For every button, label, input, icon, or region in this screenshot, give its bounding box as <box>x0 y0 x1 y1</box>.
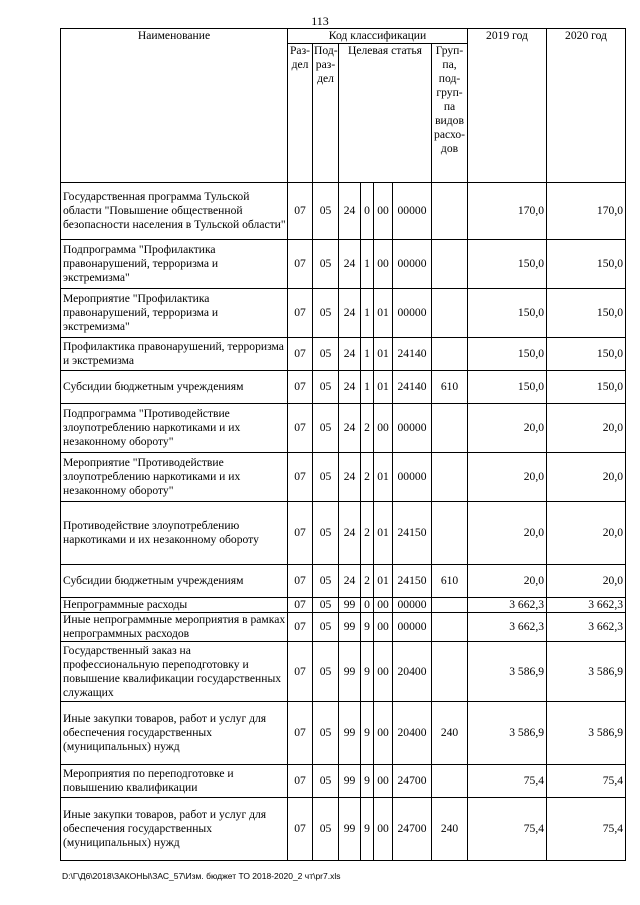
cell-subsection: 05 <box>313 453 339 502</box>
cell-name: Подпрограмма "Профилактика правонарушений, терроризма и экстремизма" <box>61 240 288 289</box>
cell-expense-group <box>432 502 468 565</box>
cell-section: 07 <box>288 642 313 702</box>
cell-target-subprogram: 1 <box>361 240 374 289</box>
cell-section: 07 <box>288 289 313 338</box>
cell-2020: 75,4 <box>547 798 626 861</box>
cell-section: 07 <box>288 502 313 565</box>
cell-name: Иные закупки товаров, работ и услуг для обеспечения государственных (муниципальных) нужд <box>61 702 288 765</box>
table-row <box>61 183 626 240</box>
table-row <box>61 642 626 702</box>
cell-section: 07 <box>288 371 313 404</box>
table-row <box>61 404 626 453</box>
cell-target-program: 99 <box>339 613 361 642</box>
cell-section: 07 <box>288 702 313 765</box>
cell-expense-group: 610 <box>432 371 468 404</box>
cell-subsection: 05 <box>313 289 339 338</box>
table-row <box>61 765 626 798</box>
cell-subsection: 05 <box>313 338 339 371</box>
cell-expense-group: 240 <box>432 798 468 861</box>
cell-target-direction: 24140 <box>393 371 432 404</box>
cell-expense-group <box>432 338 468 371</box>
cell-2019: 150,0 <box>468 289 547 338</box>
cell-target-subprogram: 2 <box>361 565 374 598</box>
cell-target-subprogram: 1 <box>361 338 374 371</box>
header-section: Раз- дел <box>288 44 313 183</box>
cell-target-program: 99 <box>339 798 361 861</box>
cell-subsection: 05 <box>313 798 339 861</box>
cell-target-program: 99 <box>339 598 361 613</box>
cell-name: Профилактика правонарушений, терроризма и экстремизма <box>61 338 288 371</box>
cell-2019: 75,4 <box>468 765 547 798</box>
cell-target-program: 24 <box>339 565 361 598</box>
cell-target-event: 01 <box>374 371 393 404</box>
cell-section: 07 <box>288 765 313 798</box>
header-name: Наименование <box>61 29 288 183</box>
cell-target-program: 24 <box>339 453 361 502</box>
cell-target-event: 01 <box>374 453 393 502</box>
cell-target-subprogram: 2 <box>361 453 374 502</box>
cell-2019: 3 662,3 <box>468 613 547 642</box>
cell-section: 07 <box>288 453 313 502</box>
table-row <box>61 338 626 371</box>
cell-target-program: 99 <box>339 702 361 765</box>
table-row <box>61 565 626 598</box>
cell-2019: 20,0 <box>468 453 547 502</box>
cell-target-direction: 00000 <box>393 404 432 453</box>
cell-target-event: 00 <box>374 598 393 613</box>
cell-2020: 20,0 <box>547 502 626 565</box>
cell-subsection: 05 <box>313 371 339 404</box>
cell-2020: 3 586,9 <box>547 702 626 765</box>
cell-target-direction: 20400 <box>393 642 432 702</box>
cell-target-program: 99 <box>339 642 361 702</box>
cell-target-subprogram: 0 <box>361 183 374 240</box>
cell-target-program: 24 <box>339 240 361 289</box>
cell-target-subprogram: 2 <box>361 502 374 565</box>
cell-expense-group <box>432 183 468 240</box>
table-row <box>61 240 626 289</box>
cell-2020: 150,0 <box>547 371 626 404</box>
cell-name: Государственная программа Тульской области "Повышение общественной безопасности населения в Тульской области" <box>61 183 288 240</box>
cell-expense-group <box>432 240 468 289</box>
header-target-article: Целевая статья <box>339 44 432 183</box>
cell-target-event: 00 <box>374 183 393 240</box>
table-row <box>61 502 626 565</box>
table-row <box>61 613 626 642</box>
cell-target-direction: 00000 <box>393 183 432 240</box>
cell-2019: 3 662,3 <box>468 598 547 613</box>
cell-expense-group <box>432 404 468 453</box>
cell-2020: 20,0 <box>547 453 626 502</box>
cell-subsection: 05 <box>313 240 339 289</box>
cell-section: 07 <box>288 565 313 598</box>
page-number: 113 <box>311 14 329 28</box>
cell-2020: 75,4 <box>547 765 626 798</box>
cell-name: Мероприятие "Противодействие злоупотреблению наркотиками и их незаконному обороту" <box>61 453 288 502</box>
cell-name: Государственный заказ на профессиональную переподготовку и повышение квалификации государственных служащих <box>61 642 288 702</box>
cell-target-direction: 24150 <box>393 565 432 598</box>
table-row <box>61 371 626 404</box>
cell-expense-group <box>432 453 468 502</box>
cell-subsection: 05 <box>313 702 339 765</box>
table-row <box>61 798 626 861</box>
cell-subsection: 05 <box>313 765 339 798</box>
cell-expense-group <box>432 765 468 798</box>
cell-name: Субсидии бюджетным учреждениям <box>61 565 288 598</box>
cell-section: 07 <box>288 598 313 613</box>
cell-target-subprogram: 9 <box>361 642 374 702</box>
cell-target-event: 00 <box>374 642 393 702</box>
cell-target-subprogram: 1 <box>361 371 374 404</box>
cell-2019: 150,0 <box>468 371 547 404</box>
header-subsection: Под- раз- дел <box>313 44 339 183</box>
table-row <box>61 598 626 613</box>
cell-target-program: 24 <box>339 404 361 453</box>
cell-target-event: 01 <box>374 502 393 565</box>
cell-2020: 150,0 <box>547 289 626 338</box>
cell-target-program: 24 <box>339 183 361 240</box>
cell-target-program: 24 <box>339 502 361 565</box>
cell-2019: 75,4 <box>468 798 547 861</box>
cell-target-event: 00 <box>374 404 393 453</box>
cell-target-direction: 00000 <box>393 613 432 642</box>
cell-target-event: 00 <box>374 798 393 861</box>
header-year-2019: 2019 год <box>468 29 547 183</box>
cell-section: 07 <box>288 240 313 289</box>
cell-section: 07 <box>288 338 313 371</box>
cell-target-direction: 00000 <box>393 289 432 338</box>
cell-subsection: 05 <box>313 642 339 702</box>
cell-name: Субсидии бюджетным учреждениям <box>61 371 288 404</box>
cell-expense-group <box>432 289 468 338</box>
cell-target-direction: 24150 <box>393 502 432 565</box>
cell-2019: 3 586,9 <box>468 702 547 765</box>
cell-section: 07 <box>288 183 313 240</box>
cell-name: Противодействие злоупотреблению наркотиками и их незаконному обороту <box>61 502 288 565</box>
cell-section: 07 <box>288 613 313 642</box>
cell-target-subprogram: 0 <box>361 598 374 613</box>
cell-2020: 3 662,3 <box>547 598 626 613</box>
cell-target-direction: 20400 <box>393 702 432 765</box>
cell-subsection: 05 <box>313 598 339 613</box>
cell-2019: 20,0 <box>468 565 547 598</box>
footer-file-path: D:\Г\Д6\2018\ЗАКОНЫ\ЗАС_57\Изм. бюджет ТО 2018-2020_2 чт\pr7.xls <box>62 871 341 881</box>
cell-2019: 20,0 <box>468 502 547 565</box>
cell-2020: 150,0 <box>547 338 626 371</box>
cell-expense-group <box>432 598 468 613</box>
header-classification-code: Код классификации <box>288 29 468 44</box>
table-row <box>61 453 626 502</box>
cell-name: Иные закупки товаров, работ и услуг для обеспечения государственных (муниципальных) нужд <box>61 798 288 861</box>
header-expense-group: Груп- па, под- груп- па видов расхо- дов <box>432 44 468 183</box>
cell-name: Непрограммные расходы <box>61 598 288 613</box>
table-row <box>61 702 626 765</box>
table-row <box>61 289 626 338</box>
cell-target-program: 99 <box>339 765 361 798</box>
budget-table <box>60 28 626 861</box>
cell-name: Мероприятия по переподготовке и повышению квалификации <box>61 765 288 798</box>
cell-target-subprogram: 9 <box>361 613 374 642</box>
cell-2019: 3 586,9 <box>468 642 547 702</box>
cell-name: Иные непрограммные мероприятия в рамках непрограммных расходов <box>61 613 288 642</box>
cell-target-direction: 24140 <box>393 338 432 371</box>
cell-2020: 170,0 <box>547 183 626 240</box>
header-year-2020: 2020 год <box>547 29 626 183</box>
cell-2020: 20,0 <box>547 404 626 453</box>
cell-target-program: 24 <box>339 371 361 404</box>
cell-2020: 3 662,3 <box>547 613 626 642</box>
cell-expense-group: 240 <box>432 702 468 765</box>
cell-2020: 150,0 <box>547 240 626 289</box>
cell-2019: 150,0 <box>468 240 547 289</box>
cell-2019: 150,0 <box>468 338 547 371</box>
cell-target-event: 00 <box>374 240 393 289</box>
cell-subsection: 05 <box>313 502 339 565</box>
cell-target-event: 00 <box>374 613 393 642</box>
cell-target-subprogram: 9 <box>361 765 374 798</box>
cell-target-subprogram: 9 <box>361 702 374 765</box>
cell-2020: 3 586,9 <box>547 642 626 702</box>
cell-2020: 20,0 <box>547 565 626 598</box>
cell-subsection: 05 <box>313 565 339 598</box>
cell-section: 07 <box>288 798 313 861</box>
cell-target-subprogram: 1 <box>361 289 374 338</box>
cell-target-program: 24 <box>339 338 361 371</box>
cell-target-subprogram: 9 <box>361 798 374 861</box>
cell-target-direction: 00000 <box>393 240 432 289</box>
cell-subsection: 05 <box>313 613 339 642</box>
cell-target-event: 00 <box>374 765 393 798</box>
cell-target-program: 24 <box>339 289 361 338</box>
cell-target-direction: 00000 <box>393 453 432 502</box>
cell-section: 07 <box>288 404 313 453</box>
cell-target-event: 01 <box>374 565 393 598</box>
cell-subsection: 05 <box>313 183 339 240</box>
cell-target-direction: 24700 <box>393 798 432 861</box>
cell-target-event: 01 <box>374 289 393 338</box>
cell-target-event: 01 <box>374 338 393 371</box>
cell-2019: 20,0 <box>468 404 547 453</box>
cell-target-direction: 00000 <box>393 598 432 613</box>
cell-target-direction: 24700 <box>393 765 432 798</box>
cell-expense-group <box>432 642 468 702</box>
cell-subsection: 05 <box>313 404 339 453</box>
cell-expense-group <box>432 613 468 642</box>
cell-expense-group: 610 <box>432 565 468 598</box>
cell-target-subprogram: 2 <box>361 404 374 453</box>
cell-name: Подпрограмма "Противодействие злоупотреблению наркотиками и их незаконному обороту" <box>61 404 288 453</box>
cell-2019: 170,0 <box>468 183 547 240</box>
cell-target-event: 00 <box>374 702 393 765</box>
cell-name: Мероприятие "Профилактика правонарушений, терроризма и экстремизма" <box>61 289 288 338</box>
